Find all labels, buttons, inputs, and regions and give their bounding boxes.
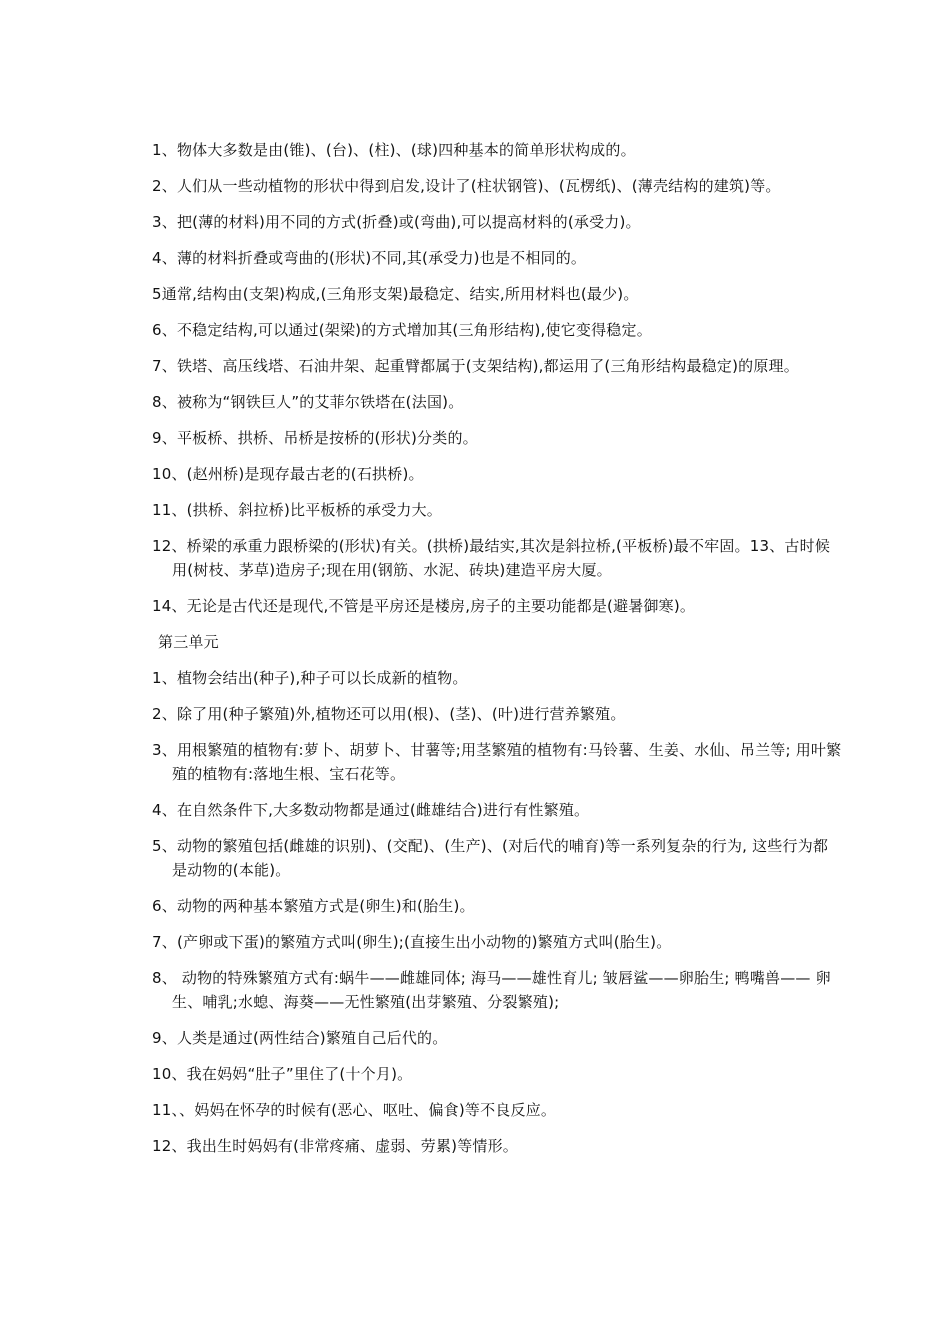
list-item: 9、人类是通过(两性结合)繁殖自己后代的。 <box>152 1029 448 1047</box>
list-item: 6、动物的两种基本繁殖方式是(卵生)和(胎生)。 <box>152 897 475 915</box>
list-item: 1、植物会结出(种子),种子可以长成新的植物。 <box>152 669 468 687</box>
document-body <box>152 138 842 1170</box>
list-item: 5、动物的繁殖包括(雌雄的识别)、(交配)、(生产)、(对后代的哺育)等一系列复杂的行为, 这些行为都是动物的(本能)。 <box>152 837 829 879</box>
section-heading: 第三单元 <box>158 633 219 651</box>
list-item: 4、在自然条件下,大多数动物都是通过(雌雄结合)进行有性繁殖。 <box>152 801 590 819</box>
list-item: 7、(产卵或下蛋)的繁殖方式叫(卵生);(直接生出小动物的)繁殖方式叫(胎生)。 <box>152 933 672 951</box>
list-item: 2、人们从一些动植物的形状中得到启发,设计了(柱状钢管)、(瓦楞纸)、(薄壳结构的建筑)等。 <box>152 177 781 195</box>
unit3-list <box>152 666 842 1158</box>
list-item: 10、我在妈妈“肚子”里住了(十个月)。 <box>152 1065 413 1083</box>
list-item: 9、平板桥、拱桥、吊桥是按桥的(形状)分类的。 <box>152 429 478 447</box>
list-item: 12、桥梁的承重力跟桥梁的(形状)有关。(拱桥)最结实,其次是斜拉桥,(平板桥)最不牢固。13、古时候用(树枝、茅草)造房子;现在用(钢筋、水泥、砖块)建造平房大厦。 <box>152 537 831 579</box>
list-item: 5通常,结构由(支架)构成,(三角形支架)最稳定、结实,所用材料也(最少)。 <box>152 285 639 303</box>
list-item: 8、被称为“钢铁巨人”的艾菲尔铁塔在(法国)。 <box>152 393 464 411</box>
list-item: 7、铁塔、高压线塔、石油井架、起重臂都属于(支架结构),都运用了(三角形结构最稳定)的原理。 <box>152 357 799 375</box>
list-item: 2、除了用(种子繁殖)外,植物还可以用(根)、(茎)、(叶)进行营养繁殖。 <box>152 705 626 723</box>
list-item: 14、无论是古代还是现代,不管是平房还是楼房,房子的主要功能都是(避暑御寒)。 <box>152 597 696 615</box>
list-item: 3、用根繁殖的植物有:萝卜、胡萝卜、甘薯等;用茎繁殖的植物有:马铃薯、生姜、水仙、吊兰等; 用叶繁殖的植物有:落地生根、宝石花等。 <box>152 741 842 783</box>
list-item: 11、(拱桥、斜拉桥)比平板桥的承受力大。 <box>152 501 442 519</box>
list-item: 12、我出生时妈妈有(非常疼痛、虚弱、劳累)等情形。 <box>152 1137 518 1155</box>
list-item: 10、(赵州桥)是现存最古老的(石拱桥)。 <box>152 465 424 483</box>
list-item: 6、不稳定结构,可以通过(架梁)的方式增加其(三角形结构),使它变得稳定。 <box>152 321 652 339</box>
list-item: 4、薄的材料折叠或弯曲的(形状)不同,其(承受力)也是不相同的。 <box>152 249 587 267</box>
list-item: 3、把(薄的材料)用不同的方式(折叠)或(弯曲),可以提高材料的(承受力)。 <box>152 213 641 231</box>
list-item: 11、、妈妈在怀孕的时候有(恶心、呕吐、偏食)等不良反应。 <box>152 1101 557 1119</box>
list-item: 1、物体大多数是由(锥)、(台)、(柱)、(球)四种基本的简单形状构成的。 <box>152 141 636 159</box>
list-item: 8、 动物的特殊繁殖方式有:蜗牛——雌雄同体; 海马——雄性育儿; 皱唇鲨——卵胎生; 鸭嘴兽—— 卵生、哺乳;水螅、海葵——无性繁殖(出芽繁殖、分裂繁殖); <box>152 969 831 1011</box>
